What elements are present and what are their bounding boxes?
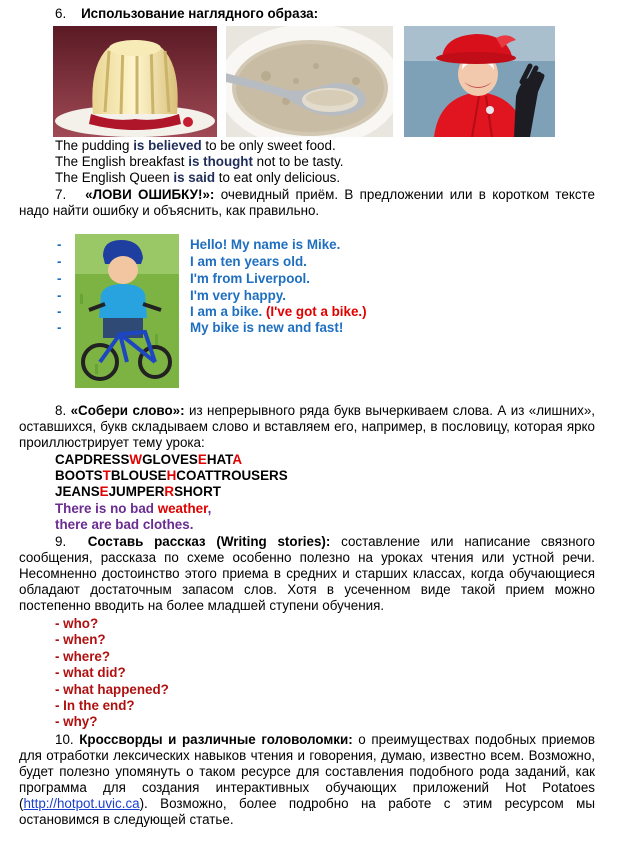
pudding-image xyxy=(53,26,217,137)
section8-paragraph: 8. «Собери слово»: из непрерывного ряда букв вычеркиваем слова. А из «лишних», оставшихся, букв складываем слово и вставляем его, например, в пословицу, которая ярко проиллюстрирует тему урока: xyxy=(19,403,595,450)
hotpot-link[interactable]: http://hotpot.uvic.ca xyxy=(23,796,140,811)
mistake-line-5: I am a bike. (I've got a bike.) xyxy=(190,304,367,319)
letters-row-3: JEANSEJUMPERRSHORT xyxy=(55,484,221,499)
section10-paragraph: 10. Кроссворды и различные головоломки: о преимуществах подобных приемов для отработки лексических навыков чтения и говорения, думаю, известно всем. Возможно, будет полезно упомянуть о таком ресурсе для составления подобного рода заданий, как программа для создания интерактивных обучающих приложений Hot Potatoes (http://hotpot.uvic.ca). Возможно, более подробно на работе с этим ресурсом мы остановимся в следующей статье. xyxy=(19,732,595,827)
letters-row-2: BOOTSTBLOUSEHCOATTROUSERS xyxy=(55,468,288,483)
sentence-2: The English breakfast is thought not to be tasty. xyxy=(55,154,344,169)
correction-text: (I've got a bike.) xyxy=(265,304,367,319)
mistake-line-6: My bike is new and fast! xyxy=(190,320,344,335)
section9-paragraph: 9. Составь рассказ (Writing stories): составление или написание связного сообщения, рассказа по схеме особенно полезно на уроках чтения или устной речи. Несомненно достоинство этого приема в средних и старших классах, когда обучающиеся обладают достаточным запасом слов. Хотя в усеченном виде такой прием можно постепенно вводить на более младшей ступени обучения. xyxy=(19,534,595,613)
mistake-line-3: I'm from Liverpool. xyxy=(190,271,310,286)
question-1: - who? xyxy=(55,616,99,631)
section6-heading-title: Использование наглядного образа: xyxy=(81,6,319,21)
proverb-line-2: there are bad clothes. xyxy=(55,517,194,532)
question-2: - when? xyxy=(55,632,106,647)
queen-image xyxy=(404,26,555,137)
mistake-line-1: Hello! My name is Mike. xyxy=(190,237,341,252)
proverb-line-1: There is no bad weather, xyxy=(55,501,212,516)
question-6: - In the end? xyxy=(55,698,135,713)
question-3: - where? xyxy=(55,649,111,664)
letters-row-1: CAPDRESSWGLOVESEHATA xyxy=(55,452,243,467)
mistake-line-4: I'm very happy. xyxy=(190,288,286,303)
section7-paragraph: 7. «ЛОВИ ОШИБКУ!»: очевидный приём. В предложении или в коротком тексте надо найти ошибку и объяснить, как правильно. xyxy=(19,187,595,218)
boy-on-bike-image xyxy=(75,234,179,388)
sentence-3: The English Queen is said to eat only delicious. xyxy=(55,170,341,185)
sentence-1: The pudding is believed to be only sweet food. xyxy=(55,138,336,153)
mistake-line-2: I am ten years old. xyxy=(190,254,307,269)
question-4: - what did? xyxy=(55,665,126,680)
porridge-image xyxy=(226,26,393,137)
question-5: - what happened? xyxy=(55,682,169,697)
section6-heading: 6. Использование наглядного образа: xyxy=(55,6,319,21)
question-7: - why? xyxy=(55,714,98,729)
